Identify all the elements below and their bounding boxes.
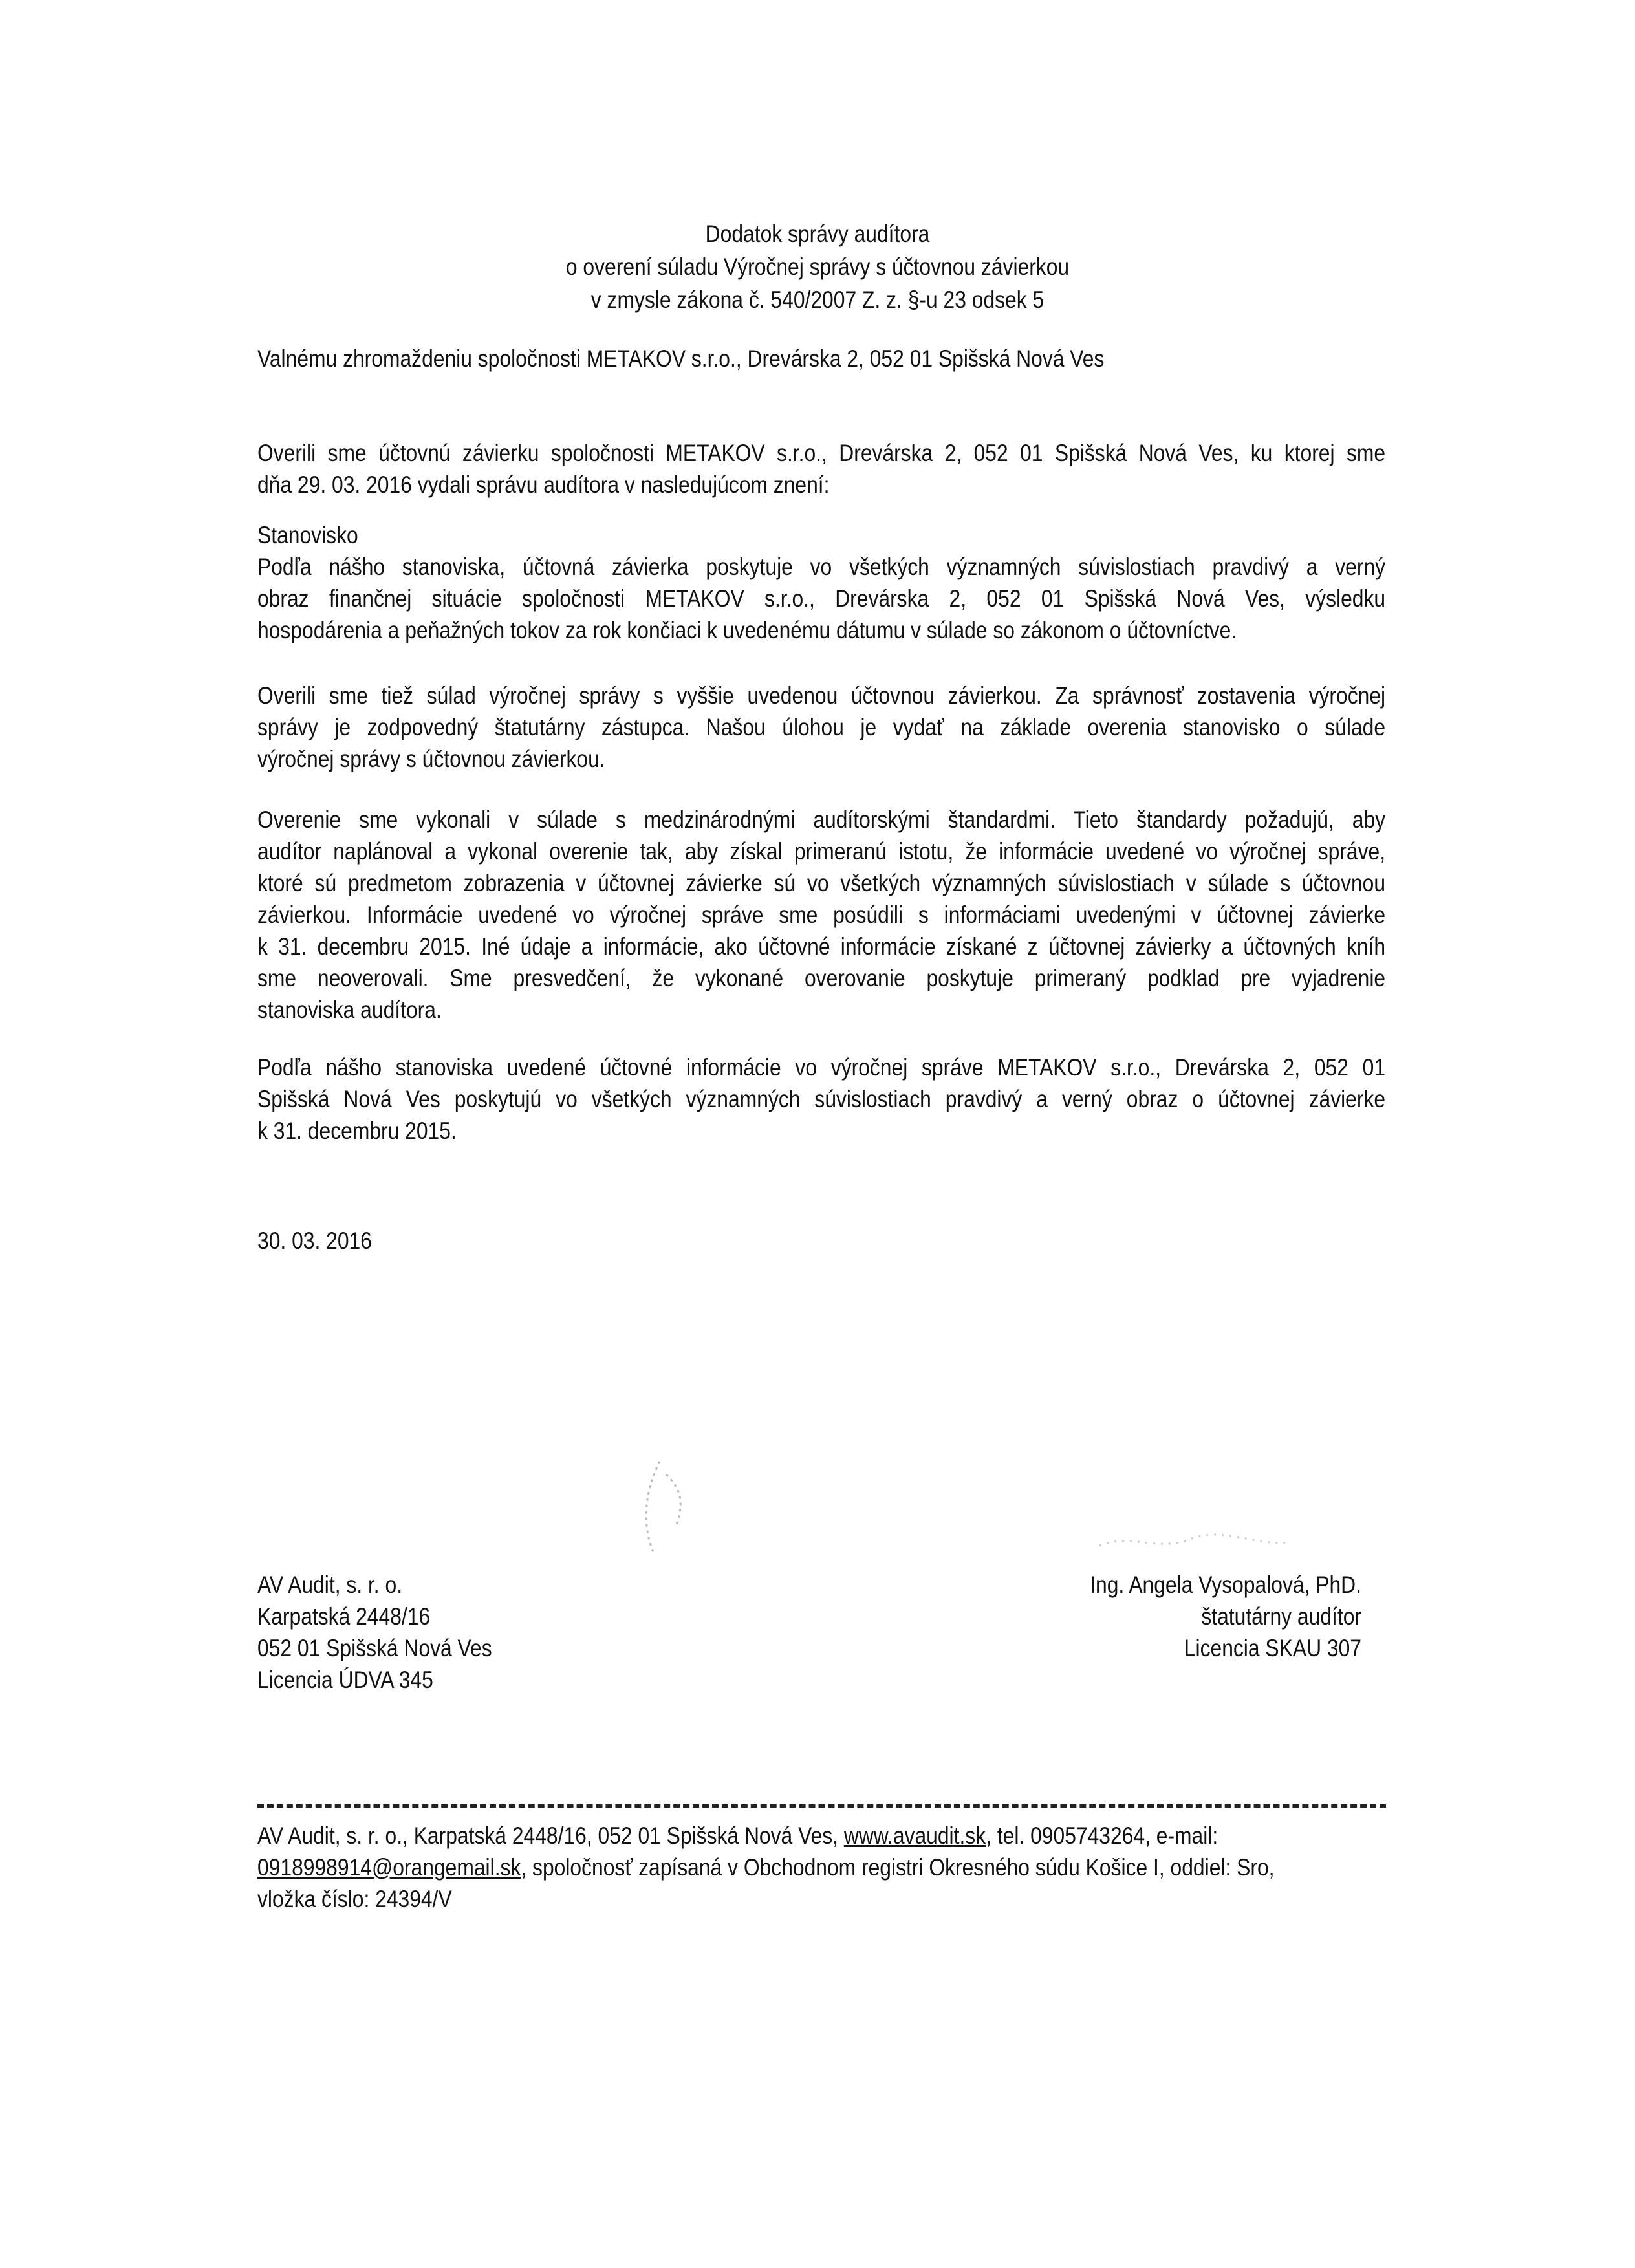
text-line: stanoviska audítora.	[257, 997, 442, 1023]
text-line: Overili sme účtovnú závierku spoločnosti METAKOV s.r.o., Drevárska 2, 052 01 Spišská Nová Ves, ku ktorej sme	[257, 440, 1386, 466]
text-line: správy je zodpovedný štatutárny zástupca. Našou úlohou je vydať na základe overenia stanovisko o súlade	[257, 714, 1386, 740]
auditor-line: štatutárny audítor	[1201, 1603, 1361, 1630]
firm-line: Licencia ÚDVA 345	[257, 1667, 433, 1693]
footer-divider	[257, 1804, 1386, 1808]
text-line: Overenie sme vykonali v súlade s medzinárodnými audítorskými štandardmi. Tieto štandardy požadujú, aby	[257, 806, 1386, 833]
footer	[257, 1820, 1385, 1915]
text-line: Overili sme tiež súlad výročnej správy s vyššie uvedenou účtovnou závierkou. Za správnosť zostavenia výročnej	[257, 682, 1386, 709]
firm-line: 052 01 Spišská Nová Ves	[257, 1635, 492, 1661]
signature-mark	[621, 1449, 724, 1565]
auditor-line: Ing. Angela Vysopalová, PhD.	[1090, 1571, 1361, 1598]
addressee	[257, 343, 1385, 374]
firm-line: Karpatská 2448/16	[257, 1603, 431, 1630]
footer-text: AV Audit, s. r. o., Karpatská 2448/16, 052 01 Spišská Nová Ves,	[257, 1822, 844, 1849]
text-line: Spišská Nová Ves poskytujú vo všetkých významných súvislostiach pravdivý a verný obraz o účtovnej závierke	[257, 1086, 1386, 1112]
intro-paragraph	[257, 437, 1385, 501]
firm-block	[257, 1569, 839, 1696]
text-line: hospodárenia a peňažných tokov za rok končiaci k uvedenému dátumu v súlade so zákonom o účtovníctve.	[257, 617, 1237, 643]
opinion-section	[257, 519, 1385, 646]
opinion-heading: Stanovisko	[257, 522, 358, 548]
auditor-block	[844, 1569, 1361, 1664]
text-line: Podľa nášho stanoviska uvedené účtovné informácie vo výročnej správe METAKOV s.r.o., Drevárska 2, 052 01	[257, 1054, 1386, 1081]
text-line: obraz finančnej situácie spoločnosti METAKOV s.r.o., Drevárska 2, 052 01 Spišská Nová Ves, výsledku	[257, 585, 1386, 612]
paragraph-2	[257, 680, 1385, 775]
document-title	[0, 217, 1635, 316]
text-line: k 31. decembru 2015. Iné údaje a informácie, ako účtovné informácie získané z účtovnej závierky a účtovných kníh	[257, 933, 1386, 960]
text-line: závierkou. Informácie uvedené vo výročnej správe sme posúdili s informáciami uvedenými v účtovnej závierke	[257, 902, 1386, 928]
website-link[interactable]: www.avaudit.sk	[843, 1822, 986, 1849]
text-line: ktoré sú predmetom zobrazenia v účtovnej závierke sú vo všetkých významných súvislostiach v súlade s účtovnou	[257, 870, 1386, 896]
email-link[interactable]: 0918998914@orangemail.sk	[257, 1854, 521, 1881]
text-line: sme neoverovali. Sme presvedčení, že vykonané overovanie poskytuje primeraný podklad pre vyjadrenie	[257, 965, 1386, 991]
addressee-text: Valnému zhromaždeniu spoločnosti METAKOV s.r.o., Drevárska 2, 052 01 Spišská Nová Ves	[257, 345, 1105, 372]
footer-text: , tel. 0905743264, e-mail:	[986, 1822, 1218, 1849]
text-line: výročnej správy s účtovnou závierkou.	[257, 746, 605, 772]
title-line: o overení súladu Výročnej správy s účtovnou závierkou	[565, 254, 1070, 280]
report-date	[257, 1225, 1385, 1257]
footer-line	[257, 1820, 1385, 1852]
text-line: audítor naplánoval a vykonal overenie tak, aby získal primeranú istotu, že informácie uvedené vo výročnej správe,	[257, 838, 1386, 865]
title-line: Dodatok správy audítora	[705, 221, 930, 247]
footer-line: vložka číslo: 24394/V	[257, 1886, 452, 1912]
footer-text: , spoločnosť zapísaná v Obchodnom registri Okresného súdu Košice I, oddiel: Sro,	[521, 1854, 1275, 1881]
paragraph-4	[257, 1052, 1385, 1147]
title-line: v zmysle zákona č. 540/2007 Z. z. §-u 23 odsek 5	[590, 286, 1045, 313]
text-line: dňa 29. 03. 2016 vydali správu audítora v nasledujúcom znení:	[257, 471, 830, 498]
auditor-line: Licencia SKAU 307	[1184, 1635, 1361, 1661]
paragraph-3	[257, 804, 1385, 1026]
signature-mark	[1093, 1526, 1300, 1565]
text-line: k 31. decembru 2015.	[257, 1118, 457, 1144]
date-text: 30. 03. 2016	[257, 1227, 372, 1254]
firm-line: AV Audit, s. r. o.	[257, 1571, 403, 1598]
text-line: Podľa nášho stanoviska, účtovná závierka poskytuje vo všetkých významných súvislostiach pravdivý a verný	[257, 554, 1386, 580]
footer-line	[257, 1852, 1385, 1883]
